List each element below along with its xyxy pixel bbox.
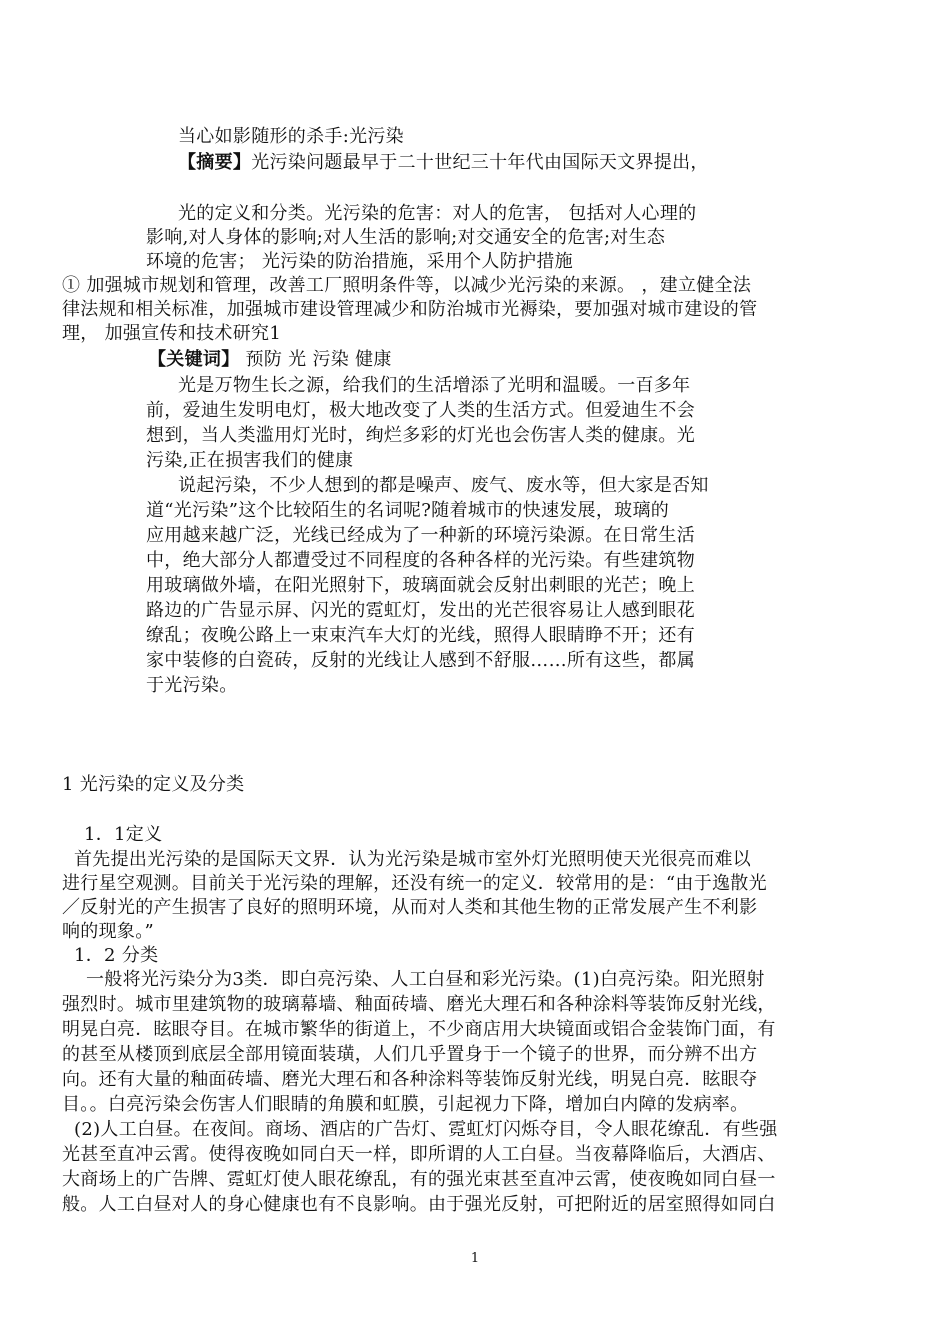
intro-line: 用玻璃做外墙，在阳光照射下，玻璃面就会反射出刺眼的光芒；晚上 xyxy=(146,575,695,596)
section-heading: 1 光污染的定义及分类 xyxy=(62,774,245,795)
classification-line: 的甚至从楼顶到底层全部用镜面装璜，人们几乎置身于一个镜子的世界，而分辨不出方 xyxy=(62,1044,758,1065)
intro-line: 应用越来越广泛，光线已经成为了一种新的环境污染源。在日常生活 xyxy=(146,525,695,546)
classification-line: 一般将光污染分为3类．即白亮污染、人工白昼和彩光污染。(1)白亮污染。阳光照射 xyxy=(86,969,765,990)
intro-line: 污染,正在损害我们的健康 xyxy=(146,450,354,471)
abstract-line: 光的定义和分类。光污染的危害：对人的危害， 包括对人心理的 xyxy=(178,203,697,224)
keywords-label: 【关键词】 xyxy=(148,349,240,370)
intro-line: 缭乱；夜晚公路上一束束汽车大灯的光线，照得人眼睛睁不开；还有 xyxy=(146,625,695,646)
classification-line: 般。人工白昼对人的身心健康也有不良影响。由于强光反射，可把附近的居室照得如同白 xyxy=(62,1194,776,1215)
abstract-first-line xyxy=(178,151,709,175)
intro-line: 说起污染，不少人想到的都是噪声、废气、废水等，但大家是否知 xyxy=(178,475,709,496)
definition-line: 首先提出光污染的是国际天文界．认为光污染是城市室外灯光照明使天光很亮而难以 xyxy=(74,849,752,870)
classification-line: 大商场上的广告牌、霓虹灯使人眼花缭乱，有的强光束甚至直冲云霄，使夜晚如同白昼一 xyxy=(62,1169,776,1190)
keywords-text: 预防 光 污染 健康 xyxy=(239,349,392,370)
intro-line: 于光污染。 xyxy=(146,675,238,696)
intro-line: 路边的广告显示屏、闪光的霓虹灯，发出的光芒很容易让人感到眼花 xyxy=(146,600,695,621)
intro-line: 光是万物生长之源，给我们的生活增添了光明和温暖。一百多年 xyxy=(178,375,691,396)
measures-line: ① 加强城市规划和管理，改善工厂照明条件等，以减少光污染的来源。 ，建立健全法 xyxy=(62,275,752,296)
intro-line: 家中装修的白瓷砖，反射的光线让人感到不舒服……所有这些，都属 xyxy=(146,650,695,671)
abstract-line: 环境的危害； 光污染的防治措施，采用个人防护措施 xyxy=(146,251,573,272)
classification-line: (2)人工白昼。在夜间。商场、酒店的广告灯、霓虹灯闪烁夺目，令人眼花缭乱．有些强 xyxy=(74,1119,778,1140)
classification-line: 明晃白亮．眩眼夺目。在城市繁华的街道上，不少商店用大块镜面或铝合金装饰门面，有 xyxy=(62,1019,776,1040)
abstract-line: 影响,对人身体的影响;对人生活的影响;对交通安全的危害;对生态 xyxy=(146,227,666,248)
intro-line: 前，爱迪生发明电灯，极大地改变了人类的生活方式。但爱迪生不会 xyxy=(146,400,695,421)
classification-line: 向。还有大量的釉面砖墙、磨光大理石和各种涂料等装饰反射光线，明晃白亮．眩眼夺 xyxy=(62,1069,758,1090)
keywords-line xyxy=(148,348,392,372)
definition-line: ／反射光的产生损害了良好的照明环境，从而对人类和其他生物的正常发展产生不利影 xyxy=(62,897,758,918)
definition-line: 响的现象。” xyxy=(62,921,155,942)
classification-line: 强烈时。城市里建筑物的玻璃幕墙、釉面砖墙、磨光大理石和各种涂料等装饰反射光线， xyxy=(62,994,776,1015)
page-number: 1 xyxy=(470,1251,480,1266)
measures-line: 理， 加强宣传和技术研究1 xyxy=(62,323,282,344)
definition-line: 进行星空观测。目前关于光污染的理解，还没有统一的定义．较常用的是：“由于逸散光 xyxy=(62,873,767,894)
measures-line: 律法规和相关标准，加强城市建设管理减少和防治城市光褥染，要加强对城市建设的管 xyxy=(62,299,758,320)
intro-line: 想到，当人类滥用灯光时，绚烂多彩的灯光也会伤害人类的健康。光 xyxy=(146,425,695,446)
classification-line: 目。。白亮污染会伤害人们眼睛的角膜和虹膜，引起视力下降，增加白内障的发病率。 xyxy=(62,1094,749,1115)
classification-line: 光甚至直冲云霄。使得夜晚如同白天一样，即所谓的人工白昼。当夜幕降临后，大酒店、 xyxy=(62,1144,776,1165)
document-title: 当心如影随形的杀手:光污染 xyxy=(178,126,404,147)
subsection-heading: 1．1定义 xyxy=(84,824,163,845)
intro-line: 道“光污染”这个比较陌生的名词呢?随着城市的快速发展，玻璃的 xyxy=(146,500,670,521)
abstract-text: 光污染问题最早于二十世纪三十年代由国际天文界提出， xyxy=(251,152,709,173)
subsection-heading: 1．2 分类 xyxy=(74,945,159,966)
intro-line: 中，绝大部分人都遭受过不同程度的各种各样的光污染。有些建筑物 xyxy=(146,550,695,571)
abstract-label: 【摘要】 xyxy=(178,152,252,173)
